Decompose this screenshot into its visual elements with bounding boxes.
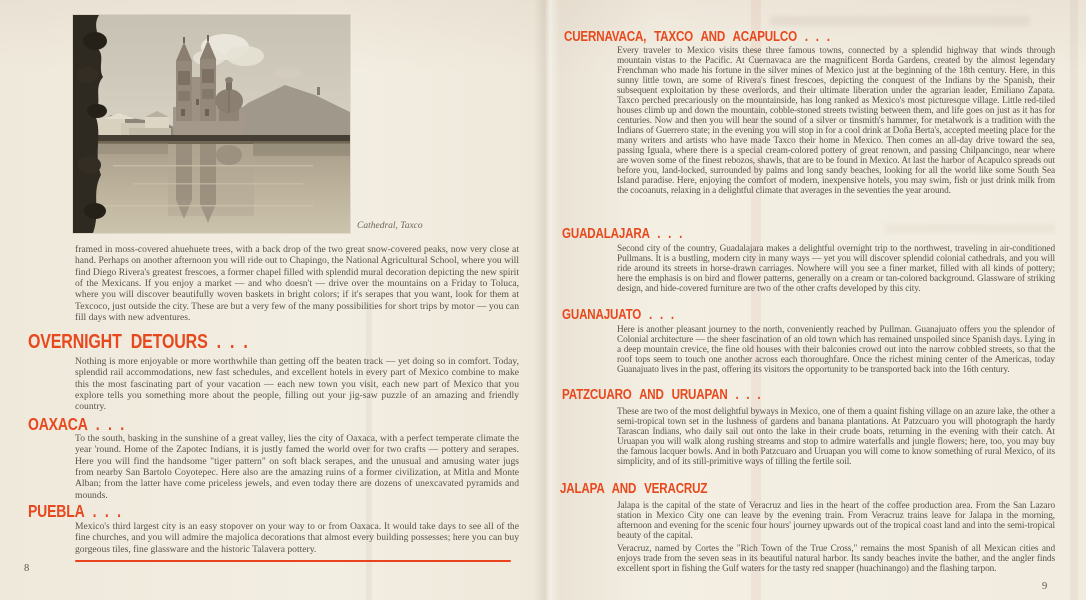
guanajuato-paragraph: Here is another pleasant journey to the north, conveniently reached by Pullman. Guanajuato offers you the splendor of Colonial architecture — the sheer fascination of an old town which has remained unspoiled since Spanish days. Lying in a deep mountain crevice, the fine old houses with their balconies crowd out into the narrow cobbled streets, so that the roof tops seem to touch one another across each thoroughfare. Once the richest mining center of the Americas, today Guanajuato lives in the past, offering its visitors the opportunity to be transported back into the 16th century. [617,325,1055,375]
jalapa-paragraph: Jalapa is the capital of the state of Veracruz and lies in the heart of the coffee production area. From the San Lazaro station in Mexico City one can leave by the evening train. From Veracruz trains leave for Jalapa in the morning, afternoon and evening for the scenic four hours' journey upwards out of the tropical coast land and into the semi-tropical beauty of the capital. [617,501,1055,541]
guadalajara-paragraph: Second city of the country, Guadalajara makes a delightful overnight trip to the northwest, traveling in air-conditioned Pullmans. It is a bustling, modern city in many ways — yet you will discover splendid colonial cathedrals, and you will ride around its streets in horse-drawn carriages. Nowhere will you see a finer market, filled with all kinds of pottery; here the emphasis is on bird and flower patterns, generally on a cream or tan-colored background. Glassware of striking design, and hide-covered furniture are two of the other crafts developed by this city. [617,244,1055,294]
cathedral-taxco-photo [73,15,350,233]
left-intro-paragraph: framed in moss-covered ahuehuete trees, with a back drop of the two great snow-covered peaks, now very close at hand. Perhaps on another afternoon you will ride out to Chapingo, the National Agricultural School, where you will find Diego Rivera's greatest frescoes, a former chapel filled with splendid mural decoration depicting the new spirit of the Mexicans. If you enjoy a market — and who doesn't — drive over the mountains on a Friday to Toluca, where you will discover beautifully woven baskets in bright colors; if it's serapes that you want, look for them at Texcoco, just outside the city. These are but a very few of the many possibilities for short trips by motor — you can fill days with new adventures. [75,244,519,324]
paper-crease [1070,0,1078,600]
heading-guadalajara: GUADALAJARA . . . [562,226,683,242]
heading-patzcuaro-uruapan: PATZCUARO AND URUAPAN . . . [562,387,761,403]
cuernavaca-paragraph: Every traveler to Mexico visits these three famous towns, connected by a splendid highway that winds through mountain vistas to the Pacific. At Cuernavaca are the magnificent Borda Gardens, created by the almost legendary Frenchman who made his fortune in the silver mines of Mexico just at the beginning of the 18th century. Here, in this sunny little town, are some of Rivera's finest frescoes, depicting the conquest of the Indians by the Spanish, their subsequent exploitation by these overlords, and their ultimate liberation under the agrarian leader, Emiliano Zapata. Taxco perched precariously on the mountainside, has long ranked as Mexico's most picturesque village. Little red-tiled houses climb up and down the mountain, cobble-stoned streets twisting between them, and life goes on just as it has for centuries. Now and then you will hear the sound of a silver or tinsmith's hammer, for metalwork is a tradition with the Indians of Guerrero state; in the evening you will stop in for a cool drink at Doña Berta's, accepted meeting place for the many writers and artists who have made Taxco their home in Mexico. Then comes an all-day drive toward the sea, passing Iguala, where there is a special cream-colored pottery of great renown, and passing Chilpancingo, near where are woven some of the finest rebozos, shawls, that are to be found in Mexico. At last the harbor of Acapulco spreads out before you, land-locked, surrounded by palms and long sandy beaches, looking for all the world like some South Sea Island paradise. Here, enjoying the comfort of modern, inexpensive hotels, you may swim, fish or just drink milk from the cocoanuts, relaxing in a delightful climate that averages in the seventies the year around. [617,46,1055,196]
oaxaca-paragraph: To the south, basking in the sunshine of a great valley, lies the city of Oaxaca, with a perfect temperate climate the year 'round. Home of the Zapotec Indians, it is justly famed the world over for two crafts — pottery and serapes. Here you will find the handsome "tiger pattern" on soft black serapes, and the unusual and amusing water jugs from nearby San Bartolo Coyotepec. Here also are the amazing ruins of a former civilization, at Mitla and Monte Alban; from the latter have come priceless jewels, and even today there are dozens of unexcavated pyramids and mounds. [75,433,519,501]
print-showthrough [885,224,1055,233]
overnight-detours-paragraph: Nothing is more enjoyable or more worthwhile than getting off the beaten track — yet doing so in comfort. Today, splendid rail accommodations, new fast schedules, and excellent hotels in every part of Mexico combine to make this the most fascinating part of your vacation — each new town you visit, each new part of Mexico that you explore tells you something more about the people, filling out your jig-saw puzzle of an amazing and friendly country. [75,356,519,413]
heading-cuernavaca-taxco-acapulco: CUERNAVACA, TAXCO AND ACAPULCO . . . [564,29,830,45]
print-showthrough [770,16,1030,26]
heading-overnight-detours: OVERNIGHT DETOURS . . . [28,331,248,353]
puebla-paragraph: Mexico's third largest city is an easy stopover on your way to or from Oaxaca. It would take days to see all of the fine churches, and you will admire the majolica decorations that almost every building possesses; here you can buy gorgeous tiles, fine glassware and the historic Talavera pottery. [75,521,519,555]
heading-guanajuato: GUANAJUATO . . . [562,307,674,323]
heading-jalapa-veracruz: JALAPA AND VERACRUZ [560,481,708,497]
heading-oaxaca: OAXACA . . . [28,414,124,434]
patzcuaro-paragraph: These are two of the most delightful byways in Mexico, one of them a quaint fishing village on an azure lake, the other a semi-tropical town set in the lushness of gardens and banana plantations. At Patzcuaro you will photograph the hardy Tarascan Indians, who daily sail out onto the lake in their crude boats, returning in the evening with their catch. At Uruapan you will walk along rushing streams and stop to admire waterfalls and jungle flowers; here, too, you may buy the famous lacquer bowls. And in both Patzcuaro and Uruapan you will come to know something of rural Mexico, of its simplicity, and of its still-primitive ways of tilling the fertile soil. [617,407,1055,467]
page-number-left: 8 [24,563,30,574]
veracruz-paragraph: Veracruz, named by Cortes the "Rich Town of the True Cross," remains the most Spanish of all Mexican cities and enjoys trade from the seven seas in its beautiful natural harbor. Its sandy beaches invite the bather, and the angler finds excellent sport in fishing the Gulf waters for the tasty red snapper (huachinango) and the flashing tarpon. [617,544,1055,574]
center-fold-crease [534,0,560,600]
photo-caption: Cathedral, Taxco [357,221,423,231]
footer-rule [75,560,511,562]
heading-puebla: PUEBLA . . . [28,501,121,521]
page-number-right: 9 [1042,581,1048,592]
